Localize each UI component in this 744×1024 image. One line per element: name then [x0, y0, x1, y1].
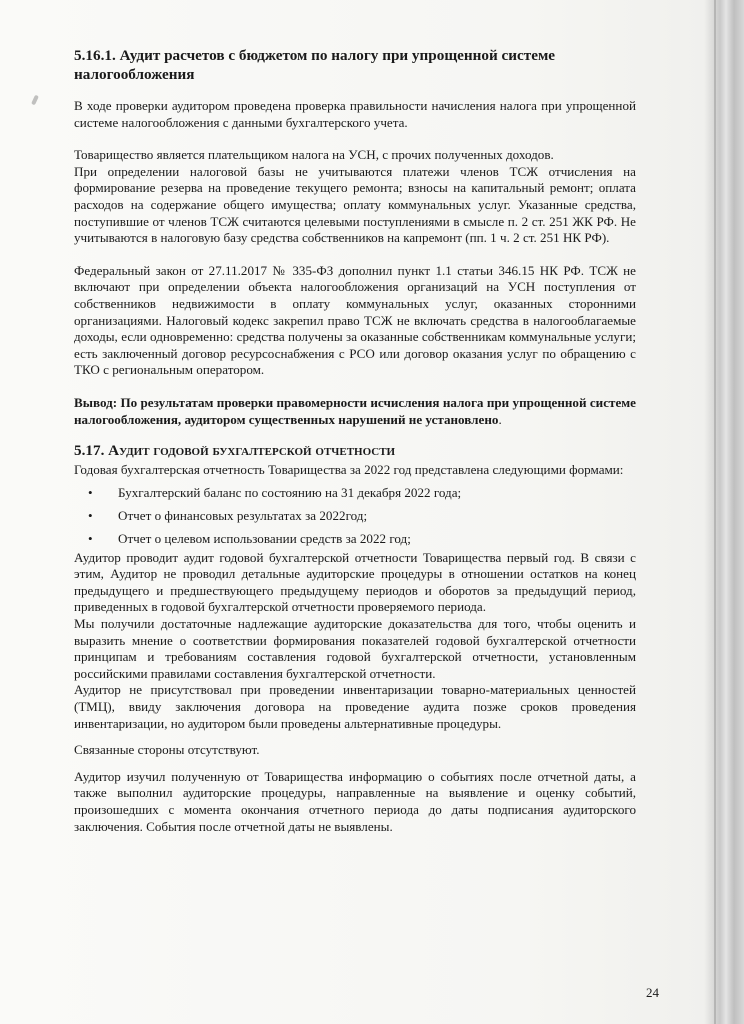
paragraph-usn-payer: Товарищество является плательщиком налога на УСН, с прочих полученных доходов. [74, 147, 554, 163]
list-item-text: Отчет о целевом использовании средств за 2022 год; [118, 530, 411, 546]
paragraph-federal-law: Федеральный закон от 27.11.2017 № 335-ФЗ дополнил пункт 1.1 статьи 346.15 НК РФ. ТСЖ не включают при определении объекта налогообложения организаций на УСН поступления от собственников недвижимости в оплату коммунальных услуг, оказанных сторонними организациями. Налоговый кодекс закрепил право ТСЖ не включать средства в налогооблагаемые доходы, если одновременно: средства получены за оказанные собственникам коммунальные услуги; есть заключенный договор ресурсоснабжения с РСО или договор оказания услуг по обращению с ТКО с региональным оператором. [74, 262, 636, 378]
bullet: • [88, 507, 93, 523]
scan-mark [31, 95, 39, 106]
paragraph-forms-intro: Годовая бухгалтерская отчетность Товарищества за 2022 год представлена следующими формами: [74, 462, 624, 478]
list-item [74, 504, 636, 527]
page-number: 24 [646, 985, 659, 1000]
paragraph-tax-base: При определении налоговой базы не учитываются платежи членов ТСЖ отчисления на формирование резерва на проведение текущего ремонта; взносы на капитальный ремонт; оплата расходов на содержание общего имущества; оплату коммунальных услуг. Указанные средства, поступившие от членов ТСЖ считаются целевыми поступлениями в смысле п. 2 ст. 251 ЖК РФ. Не учитываются в налоговую базу средства собственников на капремонт (пп. 1 ч. 2 ст. 251 НК РФ). [74, 163, 636, 246]
list-item [74, 481, 636, 504]
paragraph-related-parties: Связанные стороны отсутствуют. [74, 742, 260, 758]
bullet: • [88, 530, 93, 546]
section-heading-5-16-1: 5.16.1. Аудит расчетов с бюджетом по налогу при упрощенной системе налогообложения [74, 47, 556, 83]
list-item-text: Отчет о финансовых результатах за 2022год; [118, 507, 368, 523]
paragraph-inventory: Аудитор не присутствовал при проведении инвентаризации товарно-материальных ценностей (ТМЦ), ввиду заключения договора на проведение аудита позже сроков проведения инвентаризации, но аудитором были проведены альтернативные процедуры. [74, 682, 636, 731]
forms-list [74, 481, 636, 550]
paragraph-subsequent-events: Аудитор изучил полученную от Товарищества информацию о событиях после отчетной даты, а также выполнил аудиторские процедуры, направленные на выявление и оценку событий, произошедших с момента окончания отчетного периода до даты подписания аудиторского заключения. События после отчетной даты не выявлены. [74, 768, 636, 834]
list-item-text: Бухгалтерский баланс по состоянию на 31 декабря 2022 года; [118, 484, 462, 500]
scan-edge-line [714, 0, 716, 1024]
conclusion-text: Вывод: По результатам проверки правомерности исчисления налога при упрощенной системе налогообложения, аудитором существенных нарушений не установлено [74, 394, 636, 427]
section-number: 5.17. [74, 442, 105, 460]
bullet: • [88, 484, 93, 500]
list-item [74, 527, 636, 550]
paragraph-usn-check: В ходе проверки аудитором проведена проверка правильности начисления налога при упрощенной системе налогообложения с данными бухгалтерского учета. [74, 98, 636, 130]
conclusion-period: . [498, 411, 502, 427]
section-title: Аудит годовой бухгалтерской отчетности [108, 442, 396, 460]
paragraph-sufficient-evidence: Мы получили достаточные надлежащие аудиторские доказательства для того, чтобы оценить и выразить мнение о соответствии формирования показателей годовой бухгалтерской отчетности принципам и требованиям составления годовой бухгалтерской отчетности, установленным российскими правилами составления бухгалтерской отчетности. [74, 616, 636, 681]
document-body [74, 46, 636, 835]
paragraph-first-year-audit: Аудитор проводит аудит годовой бухгалтерской отчетности Товарищества первый год. В связи с этим, Аудитор не проводил детальные аудиторские процедуры в отношении остатков на конец предыдущего и предшествующего предыдущему периодов и оборотов за предыдущий период, приведенных в годовой бухгалтерской отчетности проверяемого периода. [74, 549, 636, 615]
conclusion-paragraph [74, 395, 636, 428]
section-heading-5-17 [74, 442, 636, 460]
scan-edge-shadow [704, 0, 744, 1024]
